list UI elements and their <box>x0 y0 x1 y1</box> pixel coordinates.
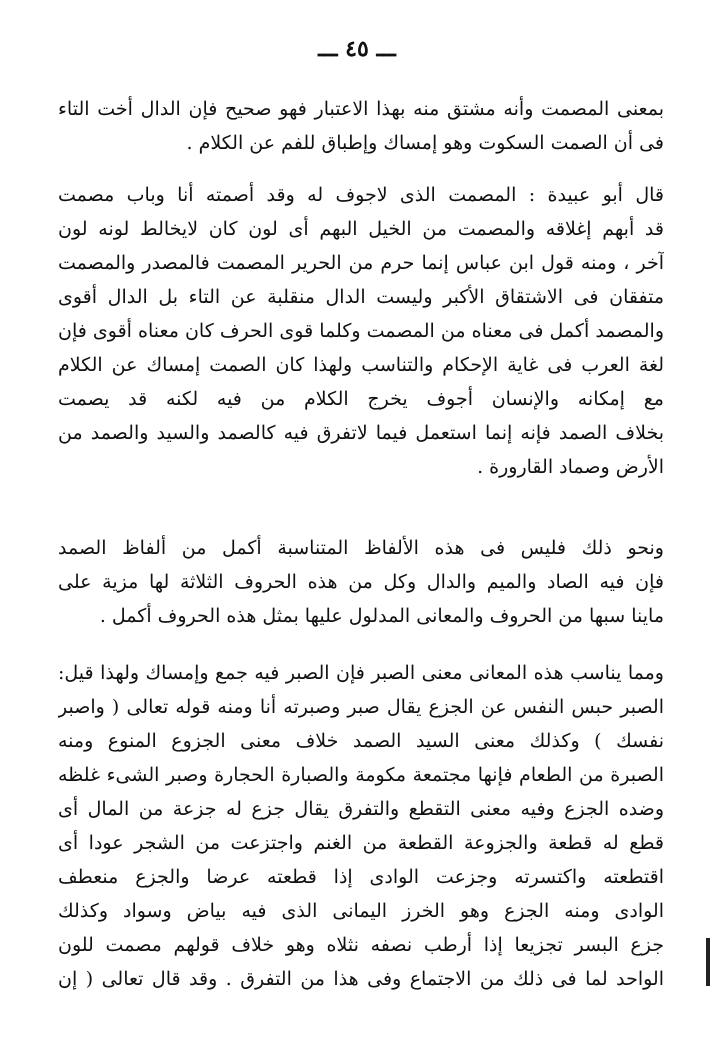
paragraph <box>58 178 664 484</box>
text-line: لغة العرب فى غاية الإحكام والتناسب ولهذا كان الصمت إمساك عن الكلام <box>58 354 664 376</box>
text-line: قد أبهم إغلاقه والمصمت من الخيل البهم أى لون كان لايخالط لونه لون <box>58 218 664 240</box>
text-line: مع إمكانه والإنسان أجوف يخرج الكلام من فيه لكنه قد يصمت <box>58 388 664 410</box>
paragraph <box>58 531 664 633</box>
text-line: متفقان فى الاشتقاق الأكبر وليست الدال منقلبة عن التاء بل الدال أقوى <box>58 286 664 308</box>
text-line: الصبر حبس النفس عن الجزع يقال صبر وصبرته أنا ومنه قوله تعالى ( واصبر <box>58 696 664 718</box>
text-line: والمصمد أكمل فى معناه من المصمت وكلما قوى الحرف كان معناه أقوى فإن <box>58 320 664 342</box>
text-line: آخر ، ومنه قول ابن عباس إنما حرم من الحرير المصمت فالمصدر والمصمت <box>58 252 664 274</box>
text-line: بخلاف الصمد فإنه إنما استعمل فيما لاتفرق فيه كالصمد والسيد والصمد من <box>58 422 664 444</box>
scan-margin-mark <box>706 938 710 986</box>
text-line: ماينا سبها من الحروف والمعانى المدلول عليها بمثل هذه الحروف أكمل . <box>99 605 664 627</box>
text-line: وضده الجزع وفيه معنى التقطع والتفرق يقال جزع له جزعة من المال أى <box>58 798 664 820</box>
text-line: الوادى ومنه الجزع وهو الخرز اليمانى الذى فيه بياض وسواد وكذلك <box>58 900 664 922</box>
text-line: الأرض وصماد القارورة . <box>477 456 664 478</box>
text-line: فى أن الصمت السكوت وهو إمساك وإطباق للفم عن الكلام . <box>186 132 664 154</box>
text-line: ومما يناسب هذه المعانى معنى الصبر فإن الصبر فيه جمع وإمساك ولهذا قيل: <box>58 662 664 684</box>
text-line: الصبرة من الطعام فإنها مجتمعة مكومة والصبارة الحجارة وصبر الشىء غلظه <box>58 764 664 786</box>
page-number: ـــ ٤٥ ـــ <box>318 36 396 62</box>
text-line: بمعنى المصمت وأنه مشتق منه بهذا الاعتبار فهو صحيح فإن الدال أخت التاء <box>58 98 664 120</box>
text-line: ونحو ذلك فليس فى هذه الألفاظ المتناسبة أكمل من ألفاظ الصمد <box>58 537 664 559</box>
text-line: الواحد لما فى ذلك من الاجتماع وفى هذا من التفرق . وقد قال تعالى ( إن <box>58 968 664 990</box>
text-line: جزع البسر تجزيعا إذا أرطب نصفه نثلاه وهو خلاف قولهم مصمت للون <box>58 934 664 956</box>
text-line: فإن فيه الصاد والميم والدال وكل من هذه الحروف الثلاثة لها مزية على <box>58 571 664 593</box>
text-line: اقتطعته واكتسرته وجزعت الوادى إذا قطعته عرضا والجزع منعطف <box>58 866 664 888</box>
text-line: قال أبو عبيدة : المصمت الذى لاجوف له وقد أصمته أنا وباب مصمت <box>58 184 664 206</box>
text-line: نفسك ) وكذلك معنى السيد الصمد خلاف معنى الجزوع المنوع ومنه <box>58 730 664 752</box>
text-line: قطع له قطعة والجزوعة القطعة من الغنم واجتزعت من الشجر عودا أى <box>58 832 664 854</box>
paragraph <box>58 92 664 160</box>
paragraph <box>58 656 664 996</box>
